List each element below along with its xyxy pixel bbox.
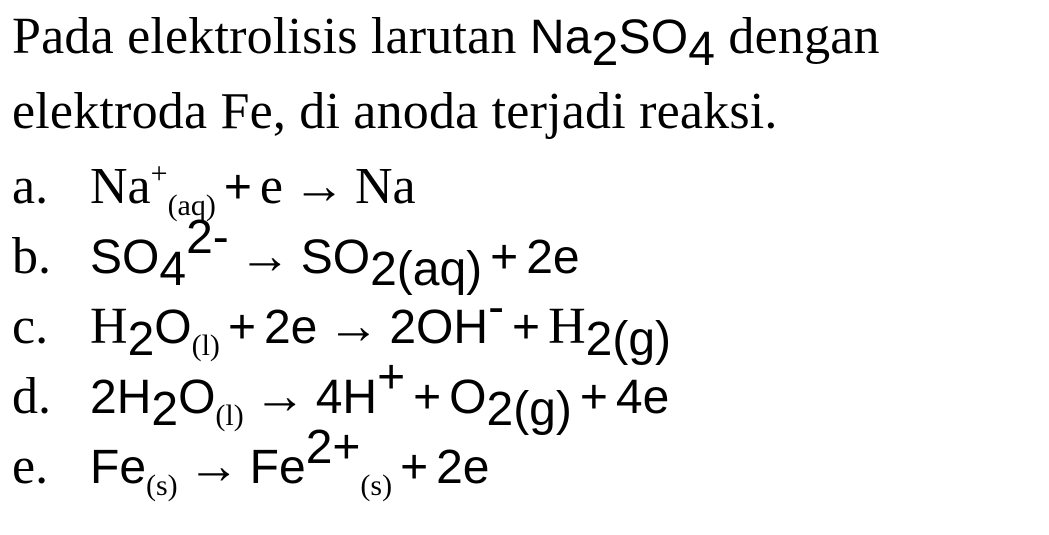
option-letter: c. — [12, 298, 49, 355]
answer-options — [12, 152, 1042, 502]
formula-na-subscript: 2 — [591, 23, 619, 76]
question-prefix: Pada elektrolisis larutan — [12, 8, 530, 65]
option-e[interactable] — [12, 421, 1042, 502]
option-a[interactable] — [12, 152, 1042, 222]
option-d[interactable] — [12, 351, 1042, 436]
question-line-2: elektroda Fe, di anoda terjadi reaksi. — [12, 83, 778, 140]
option-letter: a. — [12, 158, 49, 215]
formula-so: SO — [618, 11, 689, 64]
question-text — [12, 0, 1042, 149]
option-letter: e. — [12, 438, 49, 495]
option-b-reaction: $SO_4^{2-} \to SO_{2(aq)} + 2e$ — [90, 211, 580, 296]
option-c-reaction: $H_2O_{(l)} + 2e \to 2OH^- + H_{2(g)}$ — [90, 281, 671, 366]
question-line-1 — [12, 0, 1042, 75]
option-d-reaction: $2H_2O_{(l)} \to 4H^+ + O_{2(g)} + 4e$ — [90, 351, 670, 436]
option-e-reaction: $Fe_{(s)} \to Fe^{2+}_{(s)} + 2e$ — [90, 421, 490, 502]
option-a-reaction: $Na^+_{(aq)} + e \to Na$ — [90, 157, 416, 222]
formula-na: Na — [529, 11, 592, 64]
formula-so-subscript: 4 — [688, 23, 716, 76]
option-c[interactable] — [12, 281, 1042, 366]
option-letter: d. — [12, 368, 51, 425]
option-b[interactable] — [12, 211, 1042, 296]
option-letter: b. — [12, 228, 51, 285]
question-suffix: dengan — [715, 8, 880, 65]
